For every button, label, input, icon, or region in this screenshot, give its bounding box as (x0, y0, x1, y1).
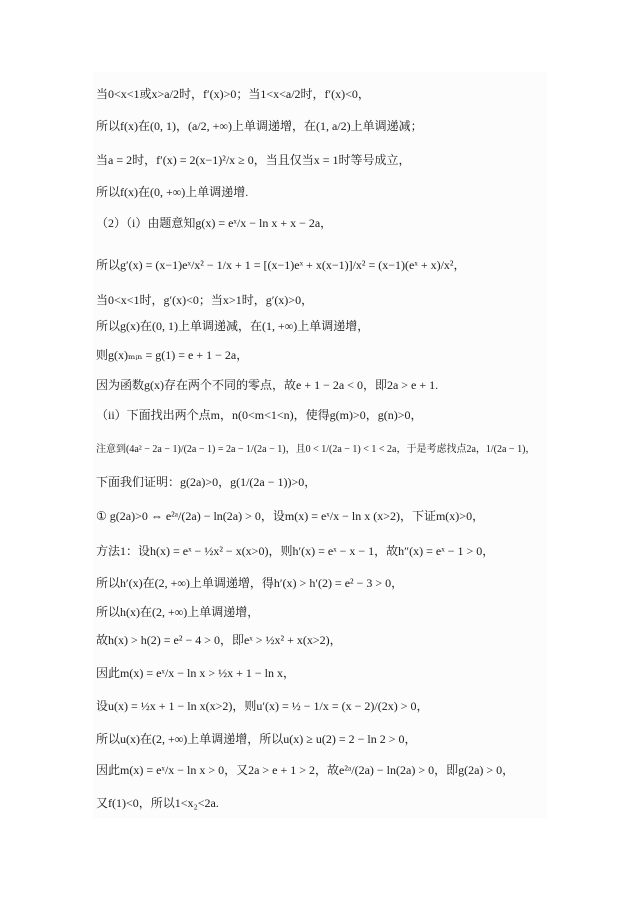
text-line: 所以f(x)在(0, 1)，(a/2, +∞)上单调递增，在(1, a/2)上单调递减； (96, 119, 423, 133)
text-line: 当0<x<1或x>a/2时，f′(x)>0；当1<x<a/2时，f′(x)<0， (96, 87, 370, 101)
text-line: 方法1：设h(x) = eˣ − ½x² − x(x>0)，则h′(x) = eˣ − x − 1，故h″(x) = eˣ − 1 > 0， (96, 544, 495, 558)
text-line: 所以u(x)在(2, +∞)上单调递增，所以u(x) ≥ u(2) = 2 − ln 2 > 0， (96, 732, 417, 746)
text-line: 当a = 2时，f′(x) = 2(x−1)²/x ≥ 0，当且仅当x = 1时等号成立， (96, 153, 411, 167)
text-line: 故h(x) > h(2) = e² − 4 > 0，即eˣ > ½x² + x(x>2)， (96, 633, 342, 647)
text-line: 因为函数g(x)存在两个不同的零点，故e + 1 − 2a < 0，即2a > e + 1. (96, 378, 439, 392)
text-line: 当0<x<1时，g′(x)<0；当x>1时，g′(x)>0， (96, 293, 314, 307)
text-line: 所以g(x)在(0, 1)上单调递减，在(1, +∞)上单调递增， (96, 319, 370, 333)
text-line: 下面我们证明：g(2a)>0，g(1/(2a − 1))>0， (96, 475, 317, 489)
text-line: 则g(x)ₘᵢₙ = g(1) = e + 1 − 2a， (96, 348, 249, 362)
text-line: 注意到(4a² − 2a − 1)/(2a − 1) = 2a − 1/(2a − 1)，且0 < 1/(2a − 1) < 1 < 2a，于是考虑找点2a，1/(2a − 1)， (96, 444, 536, 455)
text-line: （ii）下面找出两个点m，n(0<m<1<n)，使得g(m)>0，g(n)>0， (96, 408, 423, 422)
text-line: 因此m(x) = eˣ/x − ln x > ½x + 1 − ln x， (96, 666, 295, 680)
text-line: 所以g′(x) = (x−1)eˣ/x² − 1/x + 1 = [(x−1)eˣ + x(x−1)]/x² = (x−1)(eˣ + x)/x²， (96, 258, 466, 272)
text-line: 又f(1)<0，所以1<x₂<2a. (96, 796, 219, 810)
text-line: ① g(2a)>0 ⇔ e²ᵃ/(2a) − ln(2a) > 0，设m(x) = eˣ/x − ln x (x>2)，下证m(x)>0， (96, 509, 485, 523)
text-line: 所以h(x)在(2, +∞)上单调递增， (96, 605, 260, 619)
text-line: （2）（i）由题意知g(x) = eˣ/x − ln x + x − 2a， (96, 216, 333, 230)
text-line: 因此m(x) = eˣ/x − ln x > 0，又2a > e + 1 > 2，故e²ᵃ/(2a) − ln(2a) > 0，即g(2a) > 0， (96, 763, 515, 777)
text-line: 所以f(x)在(0, +∞)上单调递增. (96, 185, 249, 199)
text-line: 所以h′(x)在(2, +∞)上单调递增，得h′(x) > h′(2) = e² − 3 > 0， (96, 576, 404, 590)
text-line: 设u(x) = ½x + 1 − ln x(x>2)，则u′(x) = ½ − 1/x = (x − 2)/(2x) > 0， (96, 699, 429, 713)
